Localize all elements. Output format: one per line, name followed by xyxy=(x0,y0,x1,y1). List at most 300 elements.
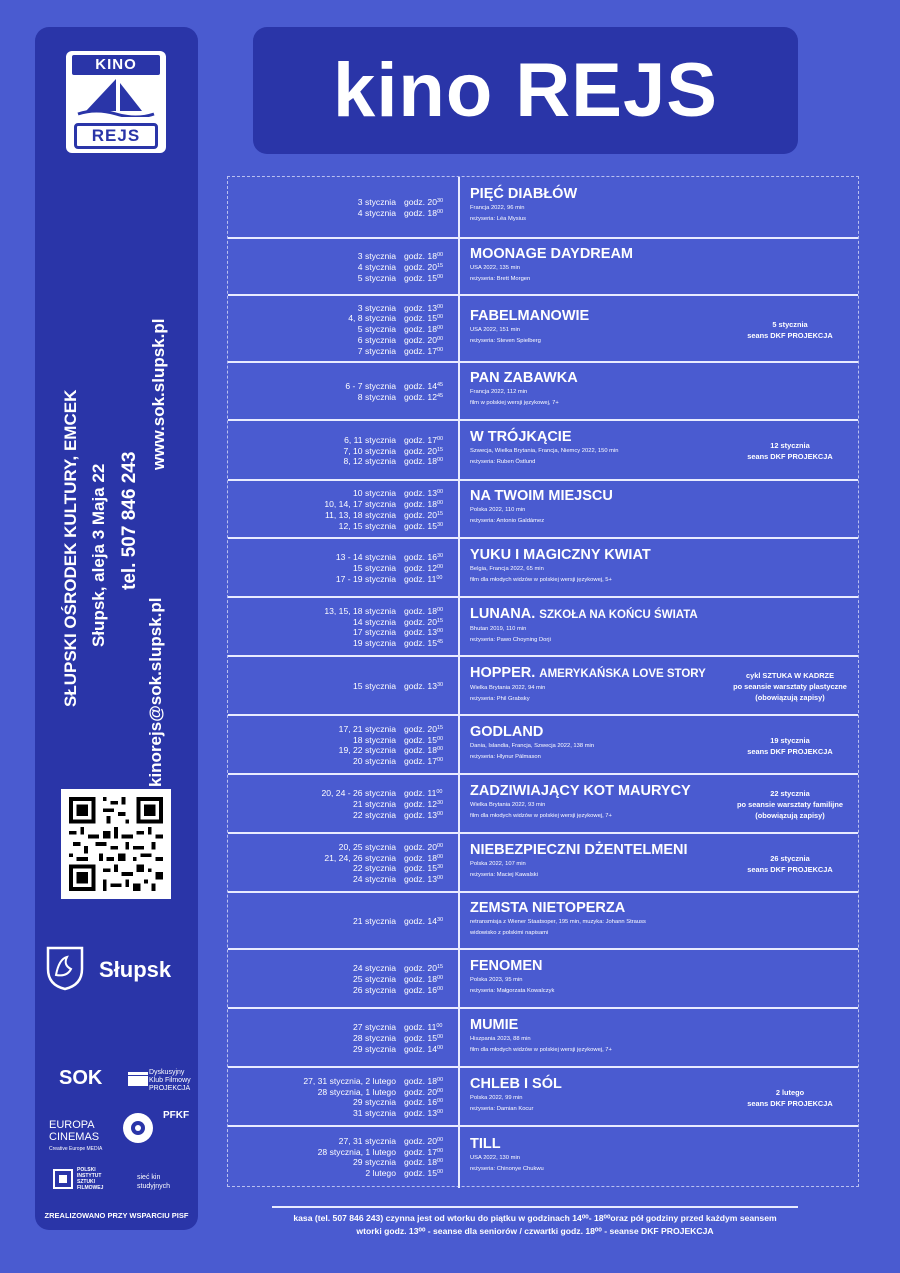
screening-time xyxy=(404,552,443,563)
logo-rejs-text: REJS xyxy=(74,123,158,149)
screening-time xyxy=(404,985,443,996)
time-hour: 18 xyxy=(427,852,437,863)
time-hour: 12 xyxy=(427,391,437,402)
time-hour: 13 xyxy=(427,627,437,638)
film-listing xyxy=(227,176,859,1187)
screening-date: 5 stycznia xyxy=(357,324,396,335)
screening-dates xyxy=(353,1022,396,1054)
time-minute: 00 xyxy=(436,314,444,321)
film-title[interactable] xyxy=(470,1136,544,1153)
time-prefix: godz. xyxy=(404,874,426,885)
city-name: Słupsk xyxy=(99,957,172,982)
time-prefix: godz. xyxy=(404,852,426,863)
screening-dates xyxy=(324,488,396,531)
time-hour: 13 xyxy=(427,681,437,692)
film-info xyxy=(470,547,651,586)
time-prefix: godz. xyxy=(404,391,426,402)
screening-dates xyxy=(358,197,396,219)
screening-times xyxy=(404,251,443,283)
screening-dates xyxy=(324,606,396,649)
screening-time xyxy=(404,251,443,262)
time-hour: 13 xyxy=(427,809,437,820)
pisf-logo: POLSKI INSTYTUT SZTUKI FILMOWEJ xyxy=(77,1167,104,1191)
screening-time xyxy=(404,273,443,284)
dkf-logo: Dyskusyjny Klub Filmowy PROJEKCJA xyxy=(149,1069,191,1092)
time-hour: 18 xyxy=(427,456,437,467)
film-row xyxy=(228,657,858,716)
film-title[interactable] xyxy=(470,842,688,859)
film-title[interactable] xyxy=(470,1076,562,1093)
siec-kin-logo: sieć kin studyjnych xyxy=(137,1174,171,1190)
film-meta xyxy=(470,741,594,763)
org-name: SŁUPSKI OŚRODEK KULTURY, EMCEK xyxy=(61,389,80,707)
schedule-column xyxy=(228,296,460,361)
time-minute: 15 xyxy=(436,617,444,624)
screening-time xyxy=(404,1168,443,1179)
film-director: reżyseria: Steven Spielberg xyxy=(470,337,541,344)
schedule-column xyxy=(228,716,460,773)
time-prefix: godz. xyxy=(404,445,426,456)
sponsor-logos xyxy=(45,1067,190,1207)
film-subtitle: SZKOŁA NA KOŃCU ŚWIATA xyxy=(539,608,698,621)
film-meta xyxy=(470,1034,612,1056)
sok-logo: SOK xyxy=(59,1067,103,1089)
time-hour: 18 xyxy=(427,974,437,985)
film-director: film w polskiej wersji językowej, 7+ xyxy=(470,400,559,406)
time-prefix: godz. xyxy=(404,681,426,692)
film-title[interactable] xyxy=(470,429,619,446)
film-row xyxy=(228,775,858,834)
screening-date: 8 stycznia xyxy=(357,391,396,402)
screening-time xyxy=(404,346,443,357)
time-prefix: godz. xyxy=(404,509,426,520)
film-director: reżyseria: Hlynur Pálmason xyxy=(470,753,541,760)
screening-dates xyxy=(353,681,396,692)
time-prefix: godz. xyxy=(404,381,426,392)
sidebar xyxy=(35,27,198,1230)
time-prefix: godz. xyxy=(404,488,426,499)
film-title-main: PIĘĆ DIABŁÓW xyxy=(470,186,578,202)
time-hour: 15 xyxy=(427,638,437,649)
screening-time xyxy=(404,208,443,219)
time-prefix: godz. xyxy=(404,627,426,638)
screening-note: 12 stycznia seans DKF PROJEKCJA xyxy=(747,441,833,461)
time-prefix: godz. xyxy=(404,1086,426,1097)
time-hour: 17 xyxy=(427,434,437,445)
schedule-column xyxy=(228,421,460,479)
time-minute: 00 xyxy=(436,985,444,992)
screening-times xyxy=(404,552,443,584)
screening-date: 17, 21 stycznia xyxy=(338,723,396,734)
screening-date: 17 - 19 stycznia xyxy=(335,573,396,584)
film-info xyxy=(470,308,589,347)
film-title[interactable] xyxy=(470,547,651,564)
time-minute: 00 xyxy=(436,500,444,507)
screening-time xyxy=(404,435,443,446)
screening-time xyxy=(404,638,443,649)
screening-time xyxy=(404,842,443,853)
time-prefix: godz. xyxy=(404,809,426,820)
film-row xyxy=(228,834,858,893)
screening-dates xyxy=(353,963,396,995)
time-prefix: godz. xyxy=(404,345,426,356)
screening-date: 29 stycznia xyxy=(353,1157,396,1168)
screening-note: 19 stycznia seans DKF PROJEKCJA xyxy=(747,735,833,756)
screening-dates xyxy=(343,435,396,467)
film-title[interactable] xyxy=(470,783,691,800)
film-meta xyxy=(470,1093,562,1115)
time-minute: 00 xyxy=(436,842,444,849)
pisf-icon xyxy=(53,1169,73,1189)
schedule-column xyxy=(228,239,460,294)
special-screenings: wtorki godz. 13⁰⁰ - seanse dla seniorów / czwartki godz. 18⁰⁰ - seanse DKF PROJEKCJA xyxy=(356,1226,714,1236)
time-minute: 00 xyxy=(436,457,444,464)
film-info xyxy=(470,665,706,705)
time-minute: 00 xyxy=(436,574,443,581)
film-title-main: YUKU I MAGICZNY KWIAT xyxy=(470,546,651,563)
page-header xyxy=(253,27,798,154)
time-hour: 13 xyxy=(427,1108,437,1119)
film-title-main: MOONAGE DAYDREAM xyxy=(470,245,634,262)
film-meta xyxy=(470,387,578,409)
time-hour: 16 xyxy=(427,984,437,995)
screening-date: 25 stycznia xyxy=(353,974,396,985)
time-minute: 15 xyxy=(436,510,444,517)
screening-date: 4, 8 stycznia xyxy=(348,313,396,324)
time-prefix: godz. xyxy=(404,313,426,324)
time-minute: 00 xyxy=(436,1023,443,1030)
screening-note: 26 stycznia seans DKF PROJEKCJA xyxy=(747,853,833,874)
qr-code[interactable] xyxy=(61,789,171,899)
film-director: reżyseria: Damian Kocur xyxy=(470,1105,534,1112)
schedule-column xyxy=(228,775,460,832)
time-minute: 00 xyxy=(436,1034,444,1041)
time-hour: 12 xyxy=(427,563,437,574)
film-title[interactable] xyxy=(470,246,633,263)
film-production: Francja 2022, 96 min xyxy=(470,205,525,211)
time-hour: 18 xyxy=(427,251,437,262)
time-prefix: godz. xyxy=(404,1097,426,1108)
screening-times xyxy=(404,197,443,219)
time-minute: 00 xyxy=(436,735,444,742)
film-row xyxy=(228,1068,858,1127)
screening-time xyxy=(404,863,443,874)
film-row xyxy=(228,716,858,775)
time-hour: 14 xyxy=(427,381,437,392)
film-meta xyxy=(470,624,698,646)
time-minute: 00 xyxy=(436,757,444,764)
time-hour: 13 xyxy=(427,302,437,313)
film-info xyxy=(470,842,688,881)
screening-time xyxy=(404,1076,443,1087)
film-title[interactable] xyxy=(470,958,554,975)
time-minute: 00 xyxy=(436,208,444,215)
time-minute: 30 xyxy=(436,521,444,528)
screening-date: 20 stycznia xyxy=(353,756,396,767)
time-hour: 20 xyxy=(427,197,437,208)
screening-date: 18 stycznia xyxy=(353,734,396,745)
screening-times xyxy=(404,1136,443,1179)
film-production: Hiszpania 2023, 88 min xyxy=(470,1035,531,1042)
film-row xyxy=(228,421,858,481)
time-minute: 00 xyxy=(436,1076,444,1083)
time-minute: 00 xyxy=(436,1169,444,1176)
time-prefix: godz. xyxy=(404,974,426,985)
screening-time xyxy=(404,324,443,335)
film-title[interactable] xyxy=(470,308,589,325)
film-production: USA 2022, 135 min xyxy=(470,264,520,271)
time-hour: 11 xyxy=(427,788,437,799)
screening-dates xyxy=(353,916,396,927)
screening-date: 15 stycznia xyxy=(353,563,396,574)
film-title-main: NA TWOIM MIEJSCU xyxy=(470,488,613,504)
screening-date: 22 stycznia xyxy=(353,809,396,820)
time-hour: 20 xyxy=(427,334,437,345)
time-hour: 15 xyxy=(427,313,437,324)
screening-date: 3 stycznia xyxy=(357,251,396,262)
film-reel-icon xyxy=(121,1111,155,1145)
film-row xyxy=(228,893,858,950)
time-minute: 00 xyxy=(436,564,444,571)
screening-date: 13, 15, 18 stycznia xyxy=(324,605,396,616)
schedule-column xyxy=(228,481,460,537)
film-meta xyxy=(470,917,646,939)
time-prefix: godz. xyxy=(404,434,426,445)
screening-time xyxy=(404,974,443,985)
screening-dates xyxy=(324,842,396,885)
address: Słupsk, aleja 3 Maja 22 xyxy=(89,463,108,647)
screening-time xyxy=(404,627,443,638)
film-director: widowisko z polskimi napisami xyxy=(470,929,549,936)
film-title[interactable] xyxy=(470,900,646,917)
time-hour: 15 xyxy=(427,863,437,874)
time-minute: 00 xyxy=(436,975,444,982)
screening-date: 10, 14, 17 stycznia xyxy=(324,499,396,510)
time-hour: 15 xyxy=(427,734,437,745)
screening-date: 10 stycznia xyxy=(353,488,396,499)
film-row xyxy=(228,363,858,421)
time-hour: 20 xyxy=(427,841,437,852)
film-meta xyxy=(470,683,706,705)
time-hour: 20 xyxy=(427,509,437,520)
film-title[interactable] xyxy=(470,488,613,505)
time-minute: 45 xyxy=(436,392,444,399)
city-logo xyxy=(45,945,190,995)
screening-time xyxy=(404,510,443,521)
time-minute: 00 xyxy=(436,810,444,817)
film-director: reżyseria: Léa Mysius xyxy=(470,216,527,222)
film-meta xyxy=(470,975,554,997)
box-office-hours: kasa (tel. 507 846 243) czynna jest od wtorku do piątku w godzinach 14⁰⁰- 18⁰⁰oraz pół godziny przed każdym seansem xyxy=(293,1213,777,1223)
screening-time xyxy=(404,1044,443,1055)
schedule-column xyxy=(228,1068,460,1125)
film-production: Dania, Islandia, Francja, Szwecja 2022, 138 min xyxy=(470,742,595,749)
film-title[interactable] xyxy=(470,1017,612,1034)
time-minute: 15 xyxy=(436,263,444,270)
time-hour: 18 xyxy=(427,605,437,616)
film-title[interactable] xyxy=(470,370,578,387)
film-production: Wielka Brytania 2022, 93 min xyxy=(470,801,546,808)
screening-time xyxy=(404,963,443,974)
time-minute: 00 xyxy=(436,1044,444,1051)
time-prefix: godz. xyxy=(404,1108,426,1119)
time-minute: 00 xyxy=(436,606,444,613)
logo-kino-text: KINO xyxy=(72,55,160,75)
screening-time xyxy=(404,1147,443,1158)
time-minute: 00 xyxy=(436,1098,444,1105)
sail-icon xyxy=(76,77,156,117)
film-title-main: W TRÓJKĄCIE xyxy=(470,429,572,445)
film-title[interactable] xyxy=(470,724,594,741)
screening-time xyxy=(404,735,443,746)
time-prefix: godz. xyxy=(404,1168,426,1179)
film-title-main: LUNANA. xyxy=(470,605,536,622)
screening-date: 7, 10 stycznia xyxy=(343,445,396,456)
time-minute: 00 xyxy=(436,628,444,635)
film-meta xyxy=(470,263,633,285)
screening-time xyxy=(404,574,443,585)
schedule-column xyxy=(228,539,460,596)
time-hour: 13 xyxy=(427,488,437,499)
time-prefix: godz. xyxy=(404,1033,426,1044)
time-hour: 18 xyxy=(427,1075,437,1086)
time-hour: 15 xyxy=(427,1033,437,1044)
film-title-main: PAN ZABAWKA xyxy=(470,370,578,386)
time-hour: 17 xyxy=(427,756,437,767)
time-minute: 00 xyxy=(436,303,444,310)
screening-date: 27, 31 stycznia, 2 lutego xyxy=(303,1075,396,1086)
screening-time xyxy=(404,499,443,510)
creative-europe-text: Creative Europe MEDIA xyxy=(49,1146,103,1152)
film-info xyxy=(470,900,646,939)
time-hour: 15 xyxy=(427,1168,437,1179)
film-production: Bhutan 2019, 110 min xyxy=(470,625,527,632)
time-prefix: godz. xyxy=(404,1146,426,1157)
film-production: Belgia, Francja 2022, 65 min xyxy=(470,565,544,572)
time-prefix: godz. xyxy=(404,324,426,335)
time-minute: 30 xyxy=(436,682,444,689)
screening-time xyxy=(404,853,443,864)
time-hour: 18 xyxy=(427,324,437,335)
film-meta xyxy=(470,203,577,225)
time-prefix: godz. xyxy=(404,334,426,345)
screening-time xyxy=(404,788,443,799)
screening-date: 21 stycznia xyxy=(353,799,396,810)
film-info xyxy=(470,1076,562,1115)
time-prefix: godz. xyxy=(404,841,426,852)
time-minute: 45 xyxy=(436,639,444,646)
film-title-main: HOPPER. xyxy=(470,664,536,681)
time-prefix: godz. xyxy=(404,499,426,510)
time-minute: 00 xyxy=(436,489,444,496)
time-prefix: godz. xyxy=(404,1157,426,1168)
film-title-main: ZADZIWIAJĄCY KOT MAURYCY xyxy=(470,782,691,799)
screening-dates xyxy=(321,788,396,820)
screening-dates xyxy=(358,251,396,283)
time-minute: 00 xyxy=(436,1136,444,1143)
film-title-main: FABELMANOWIE xyxy=(470,307,590,324)
schedule-column xyxy=(228,1009,460,1066)
time-hour: 18 xyxy=(427,745,437,756)
screening-time xyxy=(404,606,443,617)
screening-date: 19, 22 stycznia xyxy=(338,745,396,756)
city-crest-icon xyxy=(45,945,85,991)
film-title-main: CHLEB I SÓL xyxy=(470,1075,562,1092)
time-prefix: godz. xyxy=(404,456,426,467)
time-prefix: godz. xyxy=(404,984,426,995)
film-production: Szwecja, Wielka Brytania, Francja, Niemcy 2022, 150 min xyxy=(470,448,619,454)
film-title[interactable] xyxy=(470,665,706,683)
time-minute: 00 xyxy=(436,1087,444,1094)
screening-dates xyxy=(339,724,396,767)
time-hour: 20 xyxy=(427,1135,437,1146)
screening-dates xyxy=(345,381,396,403)
film-title[interactable] xyxy=(470,186,577,203)
screening-date: 28 stycznia, 1 lutego xyxy=(317,1086,396,1097)
film-row xyxy=(228,296,858,363)
time-prefix: godz. xyxy=(404,302,426,313)
screening-times xyxy=(404,842,443,885)
screening-times xyxy=(404,963,443,995)
film-director: film dla młodych widzów w polskiej wersji językowej, 7+ xyxy=(470,1046,612,1053)
footer-divider xyxy=(272,1206,798,1208)
time-hour: 20 xyxy=(427,1086,437,1097)
screening-note: 5 stycznia seans DKF PROJEKCJA xyxy=(747,319,833,340)
film-row xyxy=(228,1127,858,1188)
website-link[interactable]: www.sok.slupsk.pl xyxy=(149,318,168,470)
time-hour: 17 xyxy=(427,345,437,356)
screening-note: 22 stycznia po seansie warsztaty familijne (obowiązują zapisy) xyxy=(737,789,843,820)
screening-times xyxy=(404,435,443,467)
screening-time xyxy=(404,1097,443,1108)
time-minute: 30 xyxy=(436,198,444,205)
time-prefix: godz. xyxy=(404,552,426,563)
screening-date: 5 stycznia xyxy=(357,272,396,283)
screening-date: 6 stycznia xyxy=(357,334,396,345)
screening-time xyxy=(404,916,443,927)
screening-times xyxy=(404,681,443,692)
film-production: retransmisja z Wiener Staatsoper, 195 min, muzyka: Johann Strauss xyxy=(470,918,646,925)
film-director: reżyseria: Maciej Kawalski xyxy=(470,871,538,878)
time-minute: 15 xyxy=(436,446,444,453)
film-info xyxy=(470,783,691,822)
time-hour: 18 xyxy=(427,1157,437,1168)
screening-date: 24 stycznia xyxy=(353,963,396,974)
time-prefix: godz. xyxy=(404,207,426,218)
film-production: Polska 2022, 110 min xyxy=(470,507,526,513)
film-production: Polska 2022, 99 min xyxy=(470,1094,523,1101)
screening-date: 8, 12 stycznia xyxy=(343,456,396,467)
email-link[interactable]: kinorejs@sok.slupsk.pl xyxy=(146,597,165,787)
screening-time xyxy=(404,1108,443,1119)
film-meta xyxy=(470,1153,544,1175)
screening-times xyxy=(404,1022,443,1054)
screening-times xyxy=(404,1076,443,1119)
support-note: ZREALIZOWANO PRZY WSPARCIU PISF xyxy=(44,1211,189,1220)
film-director: reżyseria: Ruben Östlund xyxy=(470,459,536,465)
time-prefix: godz. xyxy=(404,1043,426,1054)
film-info xyxy=(470,429,619,468)
screening-date: 19 stycznia xyxy=(353,638,396,649)
film-title[interactable] xyxy=(470,606,698,624)
screening-dates xyxy=(318,1136,396,1179)
time-minute: 00 xyxy=(436,1109,444,1116)
time-prefix: godz. xyxy=(404,1075,426,1086)
time-prefix: godz. xyxy=(404,272,426,283)
phone[interactable]: tel. 507 846 243 xyxy=(119,451,140,590)
film-production: Wielka Brytania 2022, 94 min xyxy=(470,684,546,691)
screening-date: 21 stycznia xyxy=(353,916,396,927)
